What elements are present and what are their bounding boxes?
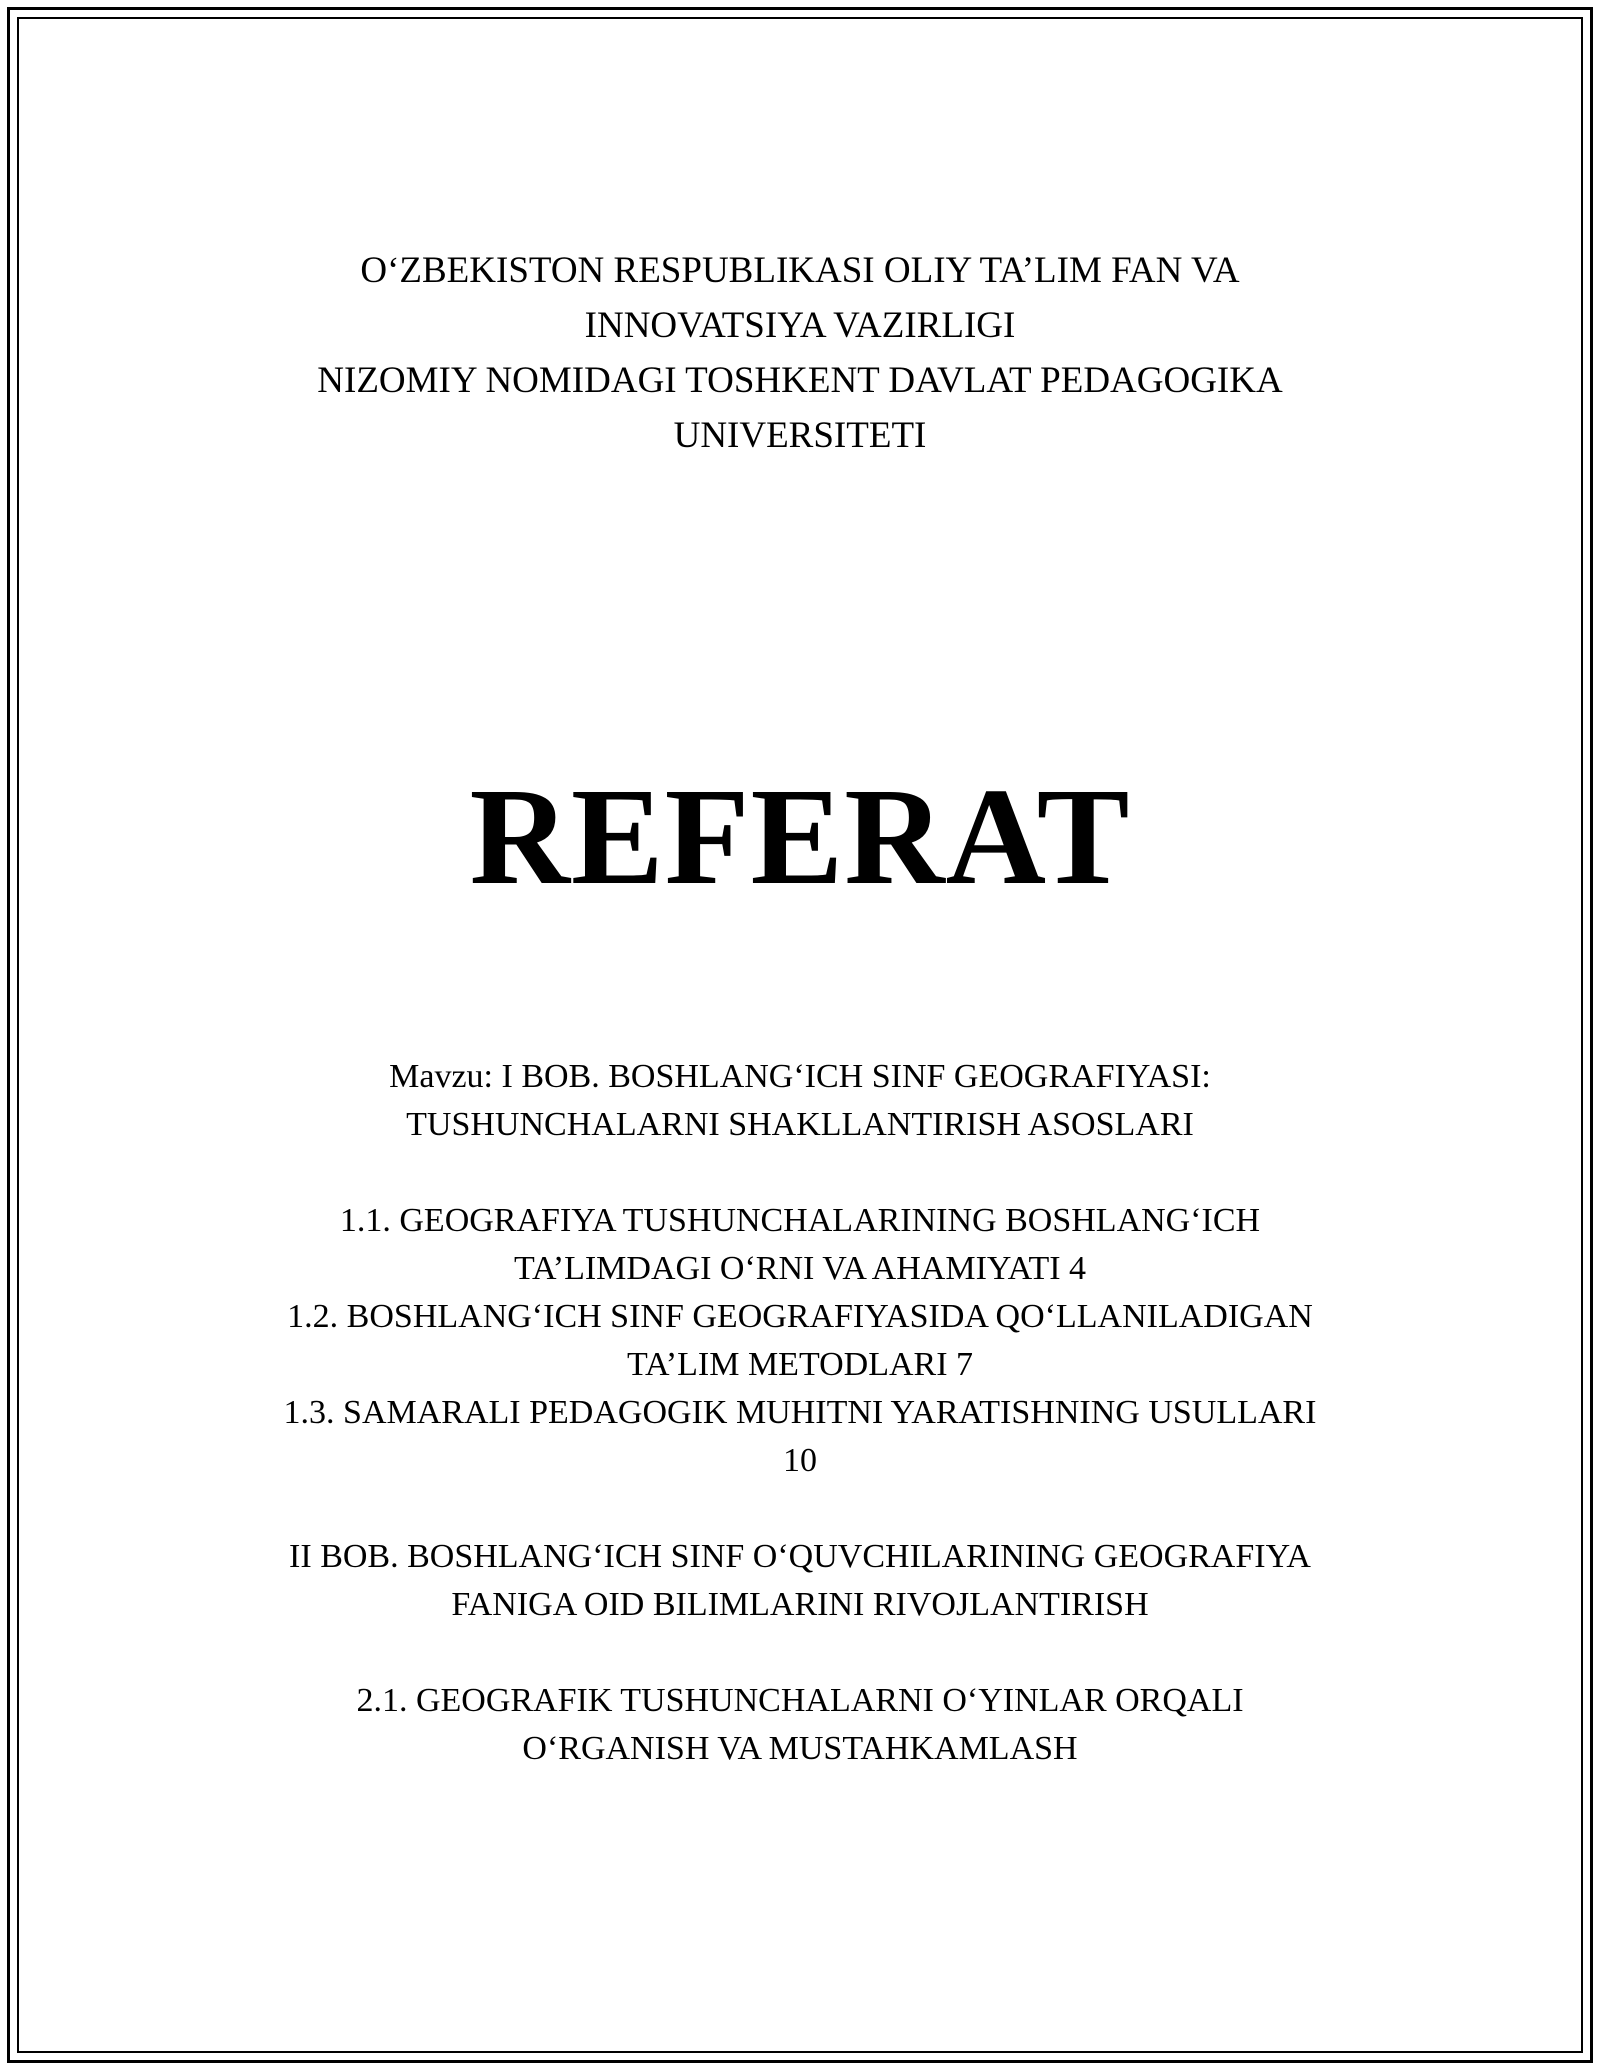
header-line: INNOVATSIYA VAZIRLIGI [584,305,1016,346]
section-line: O‘RGANISH VA MUSTAHKAMLASH [522,1730,1078,1767]
document-title: REFERAT [469,760,1131,914]
topic-line: TUSHUNCHALARNI SHAKLLANTIRISH ASOSLARI [406,1106,1194,1143]
header-line: UNIVERSITETI [673,415,927,456]
header-line: NIZOMIY NOMIDAGI TOSHKENT DAVLAT PEDAGOGIKA [317,360,1283,401]
header-line: O‘ZBEKISTON RESPUBLIKASI OLIY TA’LIM FAN VA [360,250,1240,291]
contents-block [0,1053,1600,1773]
section-line: TA’LIMDAGI O‘RNI VA AHAMIYATI 4 [513,1250,1087,1287]
section-line: 10 [783,1442,817,1479]
chapter-line: II BOB. BOSHLANG‘ICH SINF O‘QUVCHILARINING GEOGRAFIYA [289,1538,1311,1575]
section-line: 2.1. GEOGRAFIK TUSHUNCHALARNI O‘YINLAR ORQALI [356,1682,1244,1719]
section-line: TA’LIM METODLARI 7 [626,1346,974,1383]
chapter-line: FANIGA OID BILIMLARINI RIVOJLANTIRISH [451,1586,1149,1623]
topic-line: Mavzu: I BOB. BOSHLANG‘ICH SINF GEOGRAFIYASI: [389,1058,1211,1095]
section-line: 1.1. GEOGRAFIYA TUSHUNCHALARINING BOSHLANG‘ICH [339,1202,1261,1239]
spacer [0,1485,1600,1533]
spacer [0,1629,1600,1677]
institution-header [0,243,1600,463]
section-line: 1.2. BOSHLANG‘ICH SINF GEOGRAFIYASIDA QO‘LLANILADIGAN [287,1298,1313,1335]
spacer [0,1149,1600,1197]
section-line: 1.3. SAMARALI PEDAGOGIK MUHITNI YARATISHNING USULLARI [283,1394,1317,1431]
